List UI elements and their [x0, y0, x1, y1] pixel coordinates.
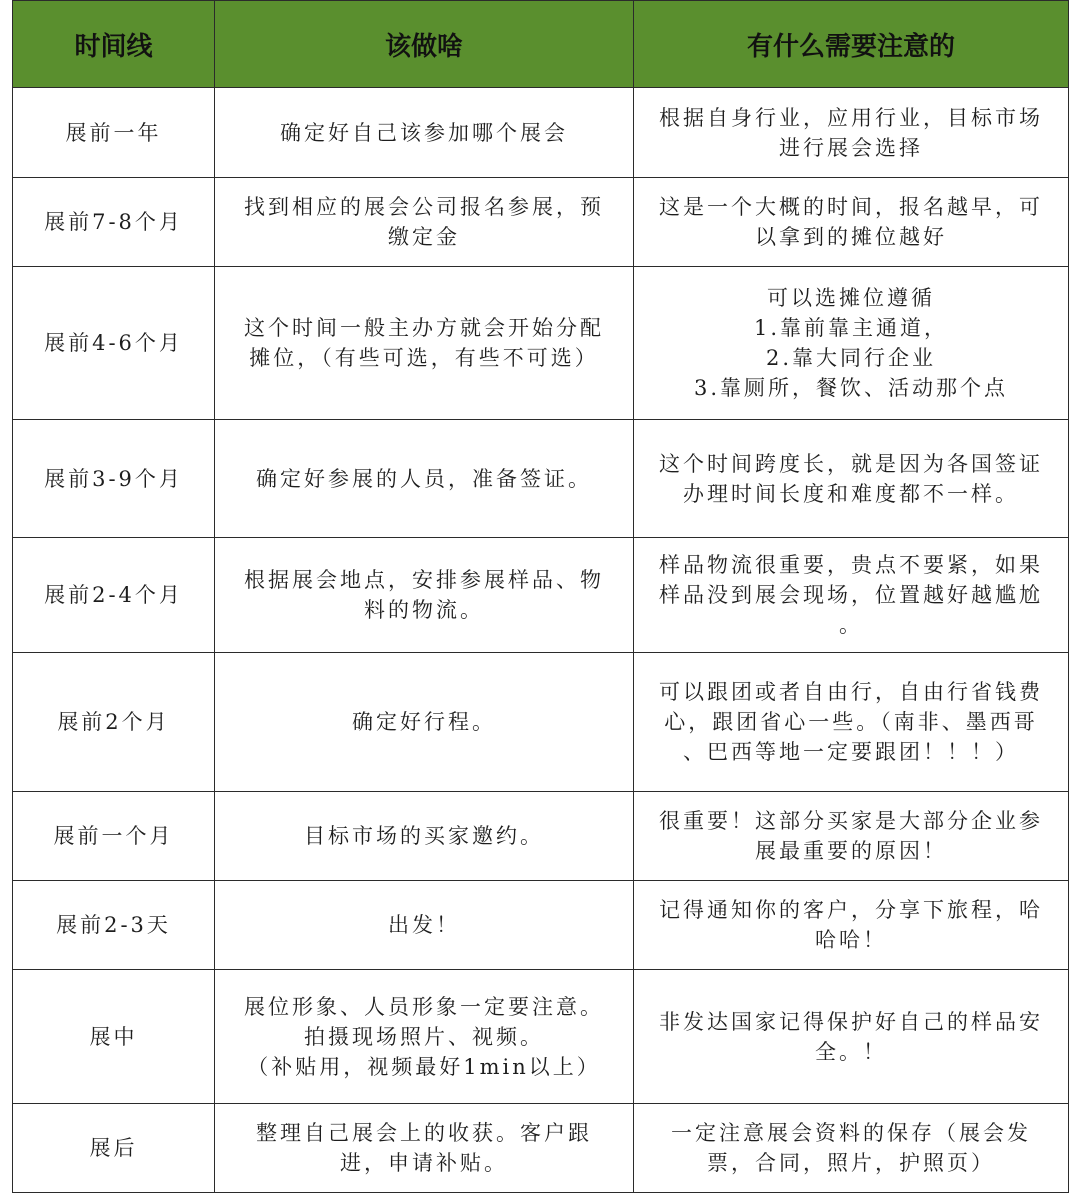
todo-line: 找到相应的展会公司报名参展，预 — [244, 195, 604, 219]
note-line: 3.靠厕所，餐饮、活动那个点 — [693, 376, 1009, 400]
note-line: 、巴西等地一定要跟团！！！） — [683, 740, 1019, 764]
header-timeline: 时间线 — [13, 1, 215, 88]
todo-line: 进，申请补贴。 — [340, 1151, 508, 1175]
timeline-cell: 展前4-6个月 — [13, 267, 215, 420]
note-line: 哈哈！ — [815, 928, 887, 952]
todo-cell — [215, 88, 634, 178]
table-row — [13, 792, 1069, 881]
header-todo: 该做啥 — [215, 1, 634, 88]
note-line: 一定注意展会资料的保存（展会发 — [671, 1121, 1031, 1145]
note-line: 根据自身行业，应用行业，目标市场 — [659, 105, 1043, 130]
table-row — [13, 420, 1069, 538]
table-row — [13, 267, 1069, 420]
note-cell — [634, 653, 1069, 792]
table-row — [13, 653, 1069, 792]
note-line: 。 — [839, 613, 863, 637]
todo-line: 缴定金 — [388, 225, 460, 249]
table-row — [13, 1104, 1069, 1193]
note-line: 这是一个大概的时间，报名越早，可 — [659, 195, 1043, 219]
note-line: 票，合同，照片，护照页） — [707, 1151, 995, 1175]
timeline-cell: 展前7-8个月 — [13, 178, 215, 267]
note-cell — [634, 267, 1069, 420]
note-cell — [634, 420, 1069, 538]
todo-cell — [215, 881, 634, 970]
table-row — [13, 970, 1069, 1104]
todo-cell — [215, 420, 634, 538]
note-line: 样品没到展会现场，位置越好越尴尬 — [659, 583, 1043, 607]
table-row — [13, 881, 1069, 970]
header-notes: 有什么需要注意的 — [634, 1, 1069, 88]
note-cell — [634, 88, 1069, 178]
note-line: 样品物流很重要，贵点不要紧，如果 — [659, 553, 1043, 577]
todo-line: 料的物流。 — [364, 598, 484, 622]
note-line: 很重要！这部分买家是大部分企业参 — [659, 809, 1043, 833]
timeline-cell: 展中 — [13, 970, 215, 1104]
timeline-cell: 展前2-3天 — [13, 881, 215, 970]
timeline-cell: 展前2-4个月 — [13, 538, 215, 653]
todo-line: 展位形象、人员形象一定要注意。 — [244, 994, 604, 1019]
header-row — [13, 1, 1069, 88]
todo-line: 出发！ — [388, 913, 460, 937]
note-line: 以拿到的摊位越好 — [755, 225, 947, 249]
note-cell — [634, 1104, 1069, 1193]
note-cell — [634, 970, 1069, 1104]
note-line: 办理时间长度和难度都不一样。 — [683, 481, 1019, 506]
todo-line: 根据展会地点，安排参展样品、物 — [244, 568, 604, 592]
table-row — [13, 178, 1069, 267]
timeline-cell: 展前2个月 — [13, 653, 215, 792]
todo-line: 目标市场的买家邀约。 — [304, 824, 544, 848]
todo-line: 确定好自己该参加哪个展会 — [280, 120, 568, 145]
note-cell — [634, 881, 1069, 970]
todo-cell — [215, 178, 634, 267]
note-line: 记得通知你的客户，分享下旅程，哈 — [659, 898, 1043, 922]
todo-line: 这个时间一般主办方就会开始分配 — [244, 316, 604, 340]
note-line: 展最重要的原因！ — [755, 839, 947, 863]
todo-cell — [215, 653, 634, 792]
todo-line: 拍摄现场照片、视频。 — [304, 1024, 544, 1049]
todo-cell — [215, 792, 634, 881]
table-row — [13, 538, 1069, 653]
note-line: 这个时间跨度长，就是因为各国签证 — [659, 451, 1043, 476]
timeline-cell: 展后 — [13, 1104, 215, 1193]
todo-line: 确定好行程。 — [352, 710, 496, 734]
table-row — [13, 88, 1069, 178]
note-line: 非发达国家记得保护好自己的样品安 — [659, 1009, 1043, 1034]
note-line: 2.靠大同行企业 — [765, 346, 937, 370]
todo-line: 摊位，（有些可选，有些不可选） — [249, 346, 599, 370]
note-line: 可以跟团或者自由行，自由行省钱费 — [659, 680, 1043, 704]
note-cell — [634, 538, 1069, 653]
note-line: 1.靠前靠主通道， — [753, 316, 949, 340]
exhibition-timeline-table — [12, 0, 1069, 1193]
todo-line: 确定好参展的人员，准备签证。 — [256, 466, 592, 491]
note-line: 进行展会选择 — [779, 135, 923, 160]
timeline-cell: 展前一年 — [13, 88, 215, 178]
timeline-cell: 展前3-9个月 — [13, 420, 215, 538]
note-line: 可以选摊位遵循 — [767, 286, 935, 310]
todo-line: 整理自己展会上的收获。客户跟 — [256, 1121, 592, 1145]
todo-cell — [215, 1104, 634, 1193]
timeline-cell: 展前一个月 — [13, 792, 215, 881]
note-cell — [634, 178, 1069, 267]
note-line: 全。！ — [815, 1039, 887, 1064]
todo-cell — [215, 267, 634, 420]
todo-cell — [215, 970, 634, 1104]
note-line: 心，跟团省心一些。（南非、墨西哥 — [664, 710, 1038, 734]
todo-cell — [215, 538, 634, 653]
note-cell — [634, 792, 1069, 881]
todo-line: （补贴用，视频最好1min以上） — [247, 1054, 601, 1079]
